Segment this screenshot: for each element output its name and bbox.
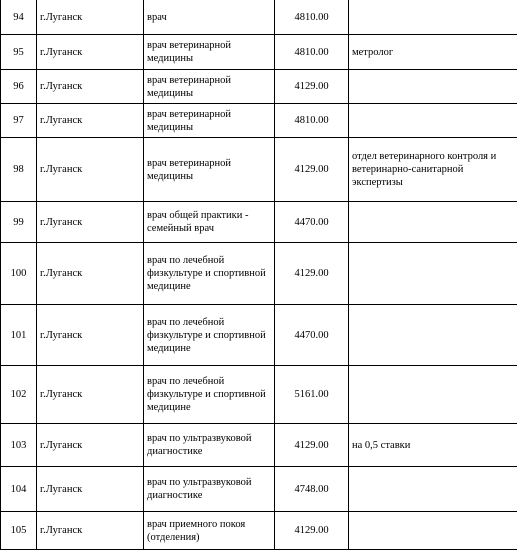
row-number: 96 bbox=[1, 70, 37, 104]
position-cell: врач ветеринарной медицины bbox=[144, 138, 275, 202]
table-row bbox=[1, 0, 517, 35]
city-cell: г.Луганск bbox=[37, 512, 144, 550]
row-number: 94 bbox=[1, 0, 37, 35]
position-cell: врач ветеринарной медицины bbox=[144, 104, 275, 138]
note-cell bbox=[349, 104, 517, 138]
position-cell: врач по лечебной физкультуре и спортивной медицине bbox=[144, 305, 275, 366]
city-cell: г.Луганск bbox=[37, 138, 144, 202]
salary-cell: 4748.00 bbox=[275, 467, 349, 512]
position-cell: врач общей практики - семейный врач bbox=[144, 202, 275, 243]
table-row bbox=[1, 512, 517, 550]
salary-cell: 4129.00 bbox=[275, 243, 349, 305]
city-cell: г.Луганск bbox=[37, 70, 144, 104]
table-row bbox=[1, 35, 517, 70]
salary-cell: 4810.00 bbox=[275, 104, 349, 138]
salary-cell: 4129.00 bbox=[275, 70, 349, 104]
city-cell: г.Луганск bbox=[37, 467, 144, 512]
city-cell: г.Луганск bbox=[37, 243, 144, 305]
row-number: 103 bbox=[1, 424, 37, 467]
note-cell: метролог bbox=[349, 35, 517, 70]
note-cell bbox=[349, 243, 517, 305]
table-row bbox=[1, 366, 517, 424]
salary-cell: 4810.00 bbox=[275, 35, 349, 70]
city-cell: г.Луганск bbox=[37, 366, 144, 424]
note-cell bbox=[349, 366, 517, 424]
row-number: 101 bbox=[1, 305, 37, 366]
table-row bbox=[1, 305, 517, 366]
note-cell: на 0,5 ставки bbox=[349, 424, 517, 467]
note-cell bbox=[349, 467, 517, 512]
table-row bbox=[1, 104, 517, 138]
table-row bbox=[1, 424, 517, 467]
note-cell bbox=[349, 0, 517, 35]
salary-cell: 4129.00 bbox=[275, 424, 349, 467]
row-number: 105 bbox=[1, 512, 37, 550]
position-cell: врач ветеринарной медицины bbox=[144, 70, 275, 104]
row-number: 100 bbox=[1, 243, 37, 305]
note-cell bbox=[349, 305, 517, 366]
salary-cell: 4470.00 bbox=[275, 305, 349, 366]
salary-cell: 4470.00 bbox=[275, 202, 349, 243]
row-number: 98 bbox=[1, 138, 37, 202]
city-cell: г.Луганск bbox=[37, 35, 144, 70]
position-cell: врач по лечебной физкультуре и спортивной медицине bbox=[144, 243, 275, 305]
city-cell: г.Луганск bbox=[37, 424, 144, 467]
row-number: 104 bbox=[1, 467, 37, 512]
row-number: 99 bbox=[1, 202, 37, 243]
table-row bbox=[1, 70, 517, 104]
salary-cell: 4129.00 bbox=[275, 138, 349, 202]
position-cell: врач ветеринарной медицины bbox=[144, 35, 275, 70]
row-number: 95 bbox=[1, 35, 37, 70]
city-cell: г.Луганск bbox=[37, 0, 144, 35]
table-row bbox=[1, 138, 517, 202]
position-cell: врач по ультразвуковой диагностике bbox=[144, 424, 275, 467]
row-number: 97 bbox=[1, 104, 37, 138]
position-cell: врач bbox=[144, 0, 275, 35]
table-row bbox=[1, 202, 517, 243]
city-cell: г.Луганск bbox=[37, 202, 144, 243]
salary-cell: 4810.00 bbox=[275, 0, 349, 35]
note-cell: отдел ветеринарного контроля и ветеринарно-санитарной экспертизы bbox=[349, 138, 517, 202]
row-number: 102 bbox=[1, 366, 37, 424]
note-cell bbox=[349, 202, 517, 243]
position-cell: врач приемного покоя (отделения) bbox=[144, 512, 275, 550]
salary-cell: 4129.00 bbox=[275, 512, 349, 550]
city-cell: г.Луганск bbox=[37, 104, 144, 138]
note-cell bbox=[349, 512, 517, 550]
salary-cell: 5161.00 bbox=[275, 366, 349, 424]
position-cell: врач по ультразвуковой диагностике bbox=[144, 467, 275, 512]
position-cell: врач по лечебной физкультуре и спортивной медицине bbox=[144, 366, 275, 424]
table-row bbox=[1, 243, 517, 305]
note-cell bbox=[349, 70, 517, 104]
city-cell: г.Луганск bbox=[37, 305, 144, 366]
table-row bbox=[1, 467, 517, 512]
